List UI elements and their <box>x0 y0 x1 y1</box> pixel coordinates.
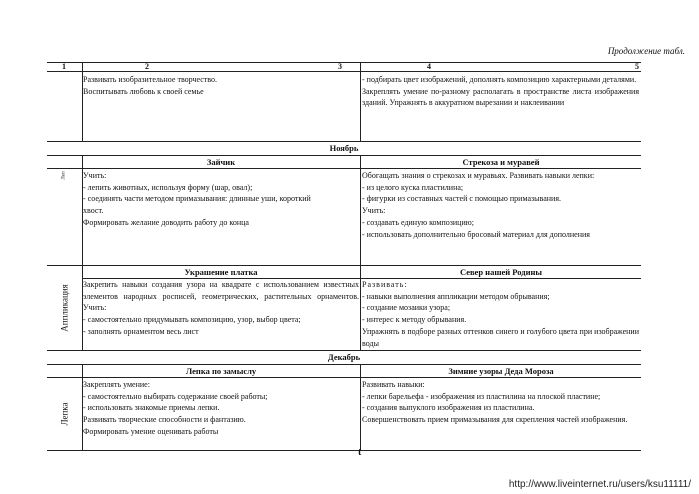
topic-title-row <box>47 365 641 378</box>
text-line: Учить: <box>83 171 107 180</box>
text-line: - самостоятельно придумывать композицию, узор, выбор цвета; <box>83 315 301 325</box>
topic-description <box>83 379 359 438</box>
text-line: - заполнять орнаментом весь лист <box>83 326 199 336</box>
text-line: Упражнять в подборе разных оттенков синего и голубого цвета при изображении воды <box>362 326 639 348</box>
page-mark: t <box>358 447 362 458</box>
month-title: Ноябрь <box>329 143 359 153</box>
column-number: 2 <box>145 62 149 71</box>
text-line: - создания выпуклого изображения из пластилина. <box>362 403 535 413</box>
text-line: - интерес к методу обрывания. <box>362 315 467 325</box>
column-number: 5 <box>635 62 639 71</box>
text-line: - подбирать цвет изображений, дополнять композицию характерными деталями. <box>362 75 637 84</box>
column-number: 3 <box>338 62 342 71</box>
goals-cell <box>83 74 359 97</box>
section-label: Аппликация <box>59 284 70 332</box>
section-label: Леп <box>61 170 67 180</box>
text-line: - самостоятельно выбирать содержание своей работы; <box>83 391 268 401</box>
section-label: Лепка <box>59 402 70 426</box>
continuation-label: Продолжение табл. <box>607 46 685 56</box>
text-line: - лепки барельефа - изображения из пластилина на плоской пластине; <box>362 391 601 401</box>
topic-title: Зайчик <box>206 157 236 167</box>
text-line: хвост. <box>83 206 104 216</box>
text-line: Закреплять умение: <box>83 380 150 389</box>
text-line: Развивать изобразительное творчество. <box>83 75 218 84</box>
text-line: Формировать желание доводить работу до конца <box>83 217 249 227</box>
text-line: Учить: <box>362 206 386 216</box>
month-title: Декабрь <box>327 352 361 362</box>
topic-title: Стрекоза и муравей <box>462 157 540 167</box>
text-line: - соединять части методом примазывания: длинные уши, короткий <box>83 194 311 204</box>
topic-description <box>362 279 639 349</box>
text-line: - создавать единую композицию; <box>362 217 474 227</box>
table-row <box>47 266 641 351</box>
column-number-row <box>47 63 641 72</box>
column-number: 1 <box>62 62 66 71</box>
text-line: Воспитывать любовь к своей семье <box>83 86 204 96</box>
text-line: - создание мозаики узора; <box>362 303 451 313</box>
topic-title: Лепка по замыслу <box>185 366 257 376</box>
text-line: Закрепить навыки создания узора на квадрате с использованием известных элементов народных росписей, геометрических, растительных орнаментов. Учить: <box>83 280 359 313</box>
text-line: Совершенствовать прием примазывания для скрепления частей изображения. <box>362 415 628 425</box>
text-line: Развивать: <box>362 280 408 289</box>
text-line: Развивать творческие способности и фантазию. <box>83 415 246 425</box>
goals-cell <box>362 74 639 109</box>
text-line: - использовать дополнительно бросовый материал для дополнения <box>362 229 590 239</box>
topic-description <box>83 170 359 229</box>
topic-title: Зимние узоры Деда Мороза <box>448 366 554 376</box>
text-line: - использовать знакомые приемы лепки. <box>83 403 220 413</box>
text-line: Обогащать знания о стрекозах и муравьях. Развивать навыки лепки: <box>362 171 595 180</box>
lesson-table <box>47 62 641 451</box>
text-line: - из целого куска пластилина; <box>362 182 464 192</box>
month-row-december <box>47 351 641 365</box>
topic-title-row <box>47 156 641 169</box>
text-line: - лепить животных, используя форму (шар, овал); <box>83 182 253 192</box>
month-row-november <box>47 142 641 156</box>
text-line: Развивать навыки: <box>362 380 425 389</box>
topic-title: Украшение платка <box>184 267 258 277</box>
table-row <box>47 378 641 451</box>
text-line: - фигурки из составных частей с помощью примазывания. <box>362 194 561 204</box>
topic-title: Север нашей Родины <box>459 267 543 277</box>
table-row <box>47 72 641 142</box>
topic-description <box>362 379 639 426</box>
text-line: Закреплять умение по-разному располагать в пространстве листа изображения зданий. Упражнять в аккуратном вырезании и наклеивании <box>362 86 639 108</box>
topic-description <box>362 170 639 240</box>
source-watermark: http://www.liveinternet.ru/users/ksu11111/ <box>508 479 691 490</box>
text-line: Формировать умение оценивать работы <box>83 426 219 436</box>
table-row <box>47 169 641 266</box>
text-line: - навыки выполнения аппликации методом обрывания; <box>362 291 550 301</box>
topic-description <box>83 279 359 338</box>
column-number: 4 <box>427 62 431 71</box>
